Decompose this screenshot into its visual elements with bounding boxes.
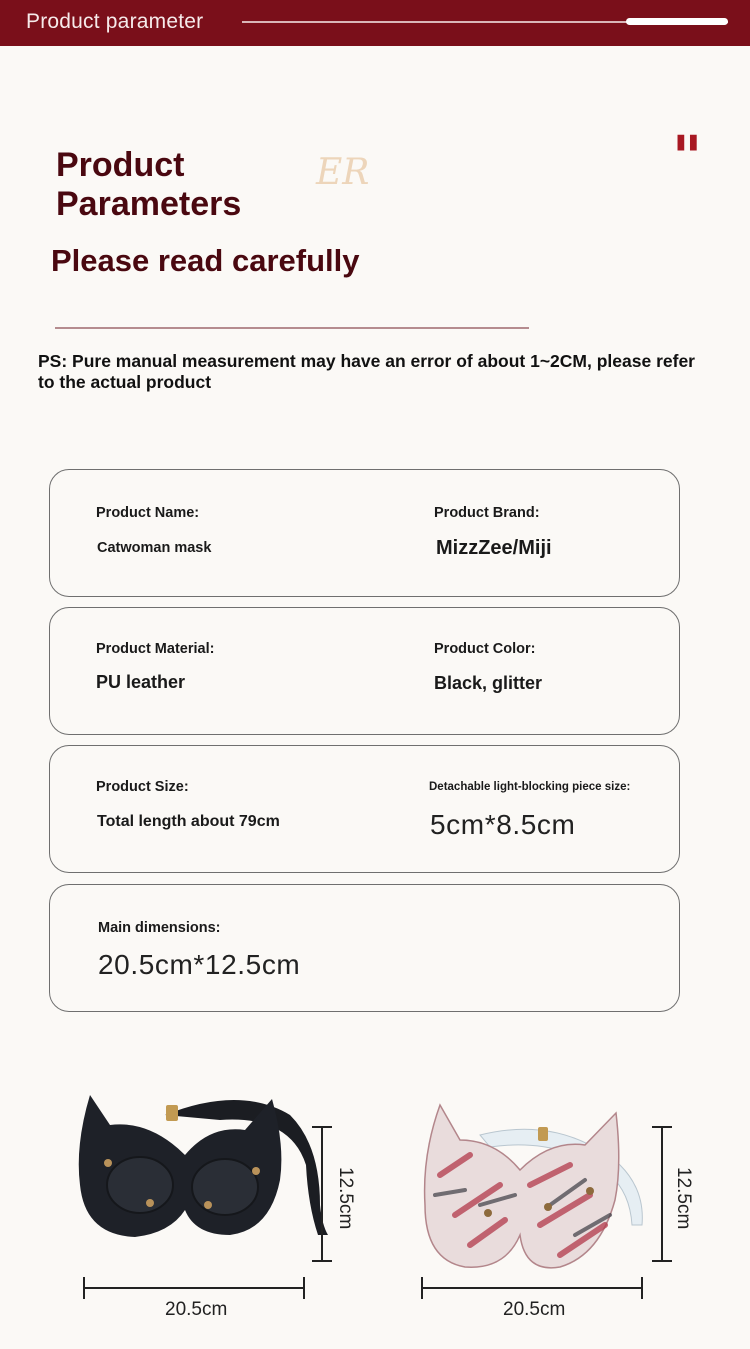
- spec-card-size: [49, 745, 680, 873]
- product-size-label: Product Size:: [96, 779, 189, 795]
- page-subtitle: Please read carefully: [51, 243, 360, 278]
- black-mask-illustration: [70, 1085, 350, 1325]
- page-title-line2: Parameters: [56, 185, 242, 223]
- page-title: [56, 146, 241, 224]
- black-mask-figure: [70, 1085, 350, 1325]
- product-size-value: Total length about 79cm: [97, 813, 280, 830]
- detachable-piece-label: Detachable light-blocking piece size:: [429, 781, 631, 793]
- header-bar: [0, 0, 750, 46]
- measurement-note: PS: Pure manual measurement may have an error of about 1~2CM, please refer to the actual product: [38, 351, 695, 392]
- detachable-piece-value: 5cm*8.5cm: [430, 809, 576, 840]
- hero-watermark: ER: [316, 152, 370, 193]
- product-color-value: Black, glitter: [434, 673, 543, 693]
- spec-card-name-brand: [49, 469, 680, 597]
- spec-card-material-color: [49, 607, 680, 735]
- product-material-value: PU leather: [96, 672, 186, 692]
- product-brand-value: MizzZee/Miji: [436, 537, 552, 559]
- black-mask-width-label: 20.5cm: [165, 1299, 228, 1320]
- glitter-mask-width-label: 20.5cm: [503, 1299, 566, 1320]
- glitter-mask-figure: [410, 1095, 690, 1325]
- spec-card-dimensions: [49, 884, 680, 1012]
- black-mask-height-label: 12.5cm: [335, 1167, 356, 1230]
- glitter-mask-height-label: 12.5cm: [673, 1167, 694, 1230]
- product-material-label: Product Material:: [96, 641, 215, 657]
- main-dimensions-label: Main dimensions:: [98, 920, 221, 936]
- glitter-mask-illustration: [410, 1095, 690, 1325]
- product-name-label: Product Name:: [96, 505, 200, 521]
- header-title: Product parameter: [26, 10, 204, 33]
- quote-mark-icon: ": [672, 123, 703, 191]
- hero-divider: [55, 327, 529, 329]
- page-title-line1: Product: [56, 146, 185, 184]
- product-name-value: Catwoman mask: [97, 540, 212, 556]
- product-brand-label: Product Brand:: [434, 505, 540, 521]
- product-color-label: Product Color:: [434, 641, 536, 657]
- header-divider-accent: [626, 18, 728, 25]
- main-dimensions-value: 20.5cm*12.5cm: [98, 949, 301, 980]
